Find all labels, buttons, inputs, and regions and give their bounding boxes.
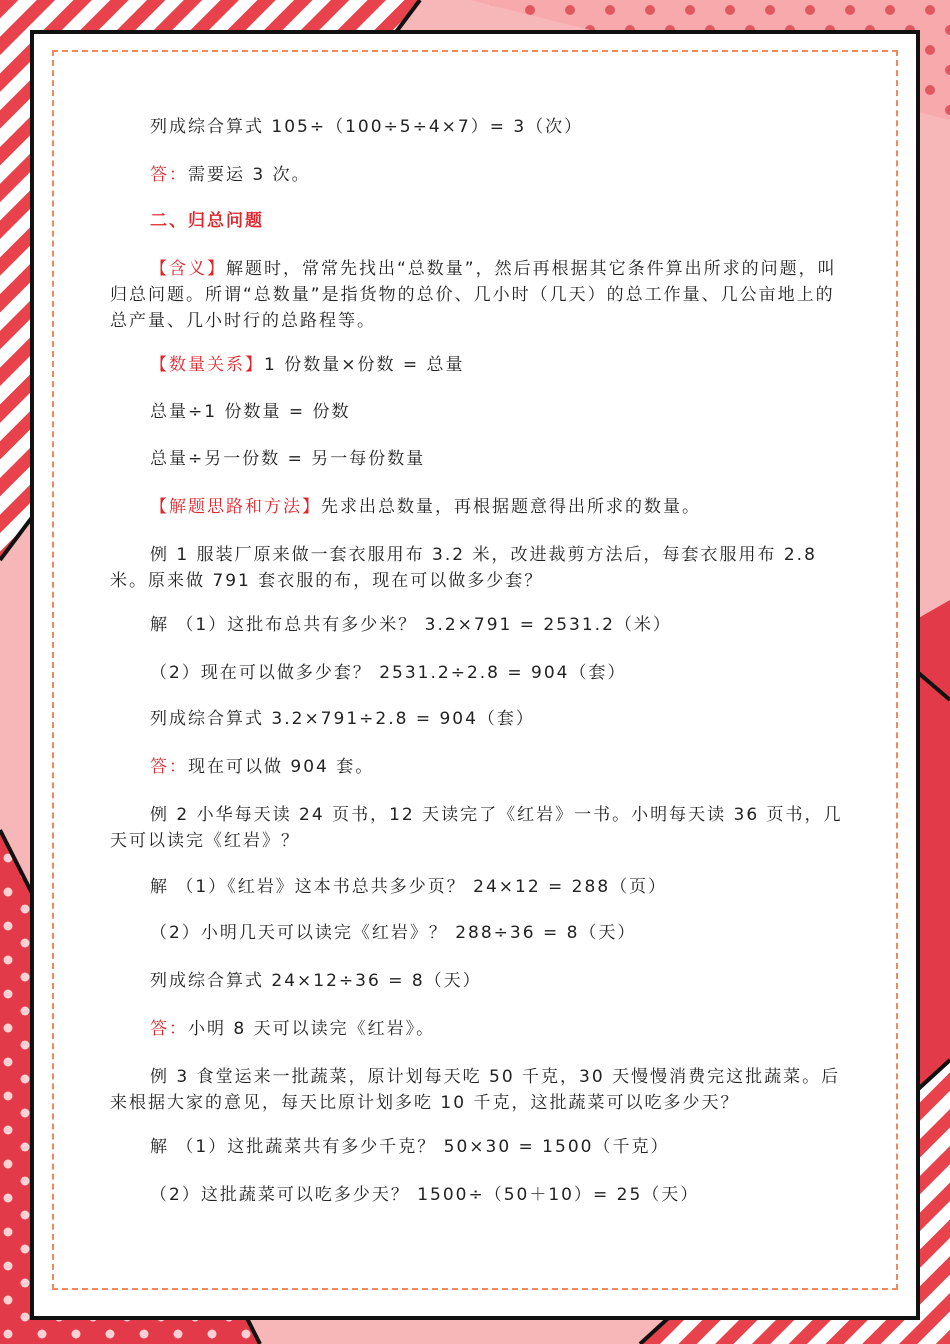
- example-2-answer: 答：小明 8 天可以读完《红岩》。: [150, 1019, 436, 1039]
- example-1-question: 例 1 服装厂原来做一套衣服用布 3.2 米，改进裁剪方法后，每套衣服用布 2.8 米。原来做 791 套衣服的布，现在可以做多少套？: [110, 545, 817, 591]
- example-1-formula: 列成综合算式 3.2×791÷2.8 = 904（套）: [150, 709, 535, 729]
- example-2-question: 例 2 小华每天读 24 页书，12 天读完了《红岩》一书。小明每天读 36 页书，几天可以读完《红岩》？: [110, 805, 843, 851]
- example-2-formula: 列成综合算式 24×12÷36 = 8（天）: [150, 971, 482, 991]
- definition-paragraph: 【含义】解题时，常常先找出“总数量”，然后再根据其它条件算出所求的问题，叫归总问题。所谓“总数量”是指货物的总价、几小时（几天）的总工作量、几公亩地上的总产量、几小时行的总路程等。: [110, 259, 837, 331]
- example-2-step-1: 解 （1）《红岩》这本书总共多少页？ 24×12 = 288（页）: [150, 877, 668, 897]
- formula-line: 列成综合算式 105÷（100÷5÷4×7）= 3（次）: [150, 117, 584, 137]
- example-1-answer: 答：现在可以做 904 套。: [150, 757, 375, 777]
- example-3-question: 例 3 食堂运来一批蔬菜，原计划每天吃 50 千克，30 天慢慢消费完这批蔬菜。后来根据大家的意见，每天比原计划多吃 10 千克，这批蔬菜可以吃多少天？: [110, 1067, 841, 1113]
- relation-line: 总量÷1 份数量 = 份数: [150, 402, 351, 422]
- quantity-relation: 【数量关系】1 份数量×份数 = 总量: [150, 355, 465, 375]
- example-1-step-2: （2）现在可以做多少套？ 2531.2÷2.8 = 904（套）: [150, 663, 627, 683]
- answer-line: 答：需要运 3 次。: [150, 165, 311, 185]
- section-heading: 二、归总问题: [150, 211, 264, 231]
- example-3-step-2: （2）这批蔬菜可以吃多少天？ 1500÷（50＋10）= 25（天）: [150, 1185, 700, 1205]
- relation-line: 总量÷另一份数 = 另一每份数量: [150, 449, 426, 469]
- example-3-step-1: 解 （1）这批蔬菜共有多少千克？ 50×30 = 1500（千克）: [150, 1137, 670, 1157]
- example-2-step-2: （2）小明几天可以读完《红岩》？ 288÷36 = 8（天）: [150, 923, 637, 943]
- example-1-step-1: 解 （1）这批布总共有多少米？ 3.2×791 = 2531.2（米）: [150, 615, 672, 635]
- method-line: 【解题思路和方法】先求出总数量，再根据题意得出所求的数量。: [150, 497, 701, 517]
